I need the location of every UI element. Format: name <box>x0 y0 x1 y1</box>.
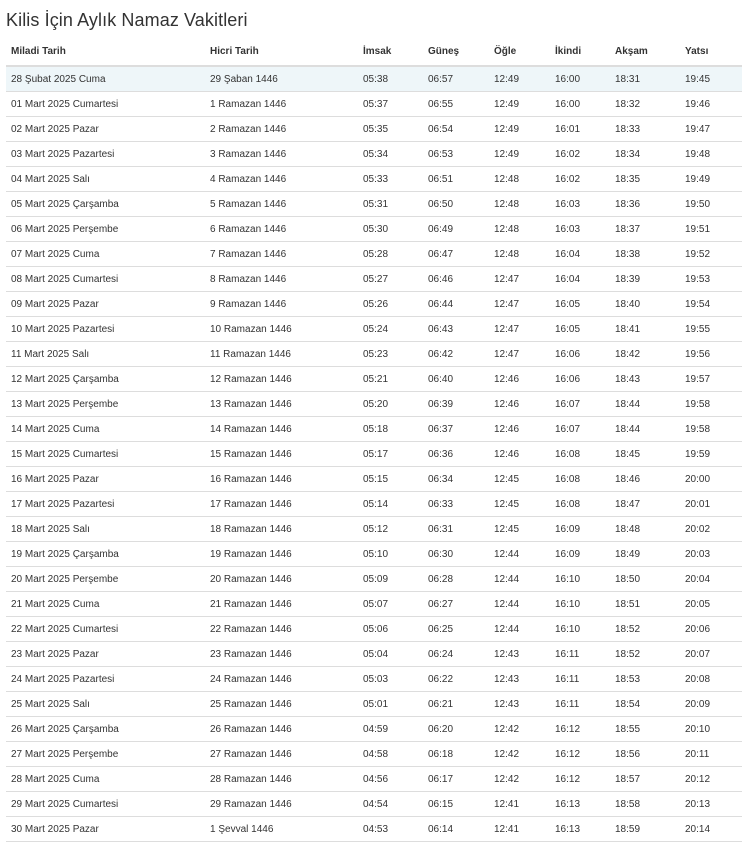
cell-yatsi: 19:53 <box>680 267 742 292</box>
cell-aksam: 18:56 <box>610 742 680 767</box>
cell-hicri-tarih: 7 Ramazan 1446 <box>205 242 358 267</box>
cell-yatsi: 20:02 <box>680 517 742 542</box>
cell-ogle: 12:49 <box>489 92 550 117</box>
cell-aksam: 18:52 <box>610 642 680 667</box>
cell-ikindi: 16:04 <box>550 267 610 292</box>
cell-yatsi: 20:06 <box>680 617 742 642</box>
cell-ogle: 12:48 <box>489 217 550 242</box>
cell-miladi-tarih: 12 Mart 2025 Çarşamba <box>6 367 205 392</box>
cell-ikindi: 16:08 <box>550 492 610 517</box>
cell-hicri-tarih: 27 Ramazan 1446 <box>205 742 358 767</box>
table-row <box>6 542 742 567</box>
cell-hicri-tarih: 16 Ramazan 1446 <box>205 467 358 492</box>
prayer-times-table <box>6 37 742 842</box>
cell-hicri-tarih: 17 Ramazan 1446 <box>205 492 358 517</box>
cell-ikindi: 16:12 <box>550 742 610 767</box>
table-row <box>6 767 742 792</box>
cell-yatsi: 19:51 <box>680 217 742 242</box>
table-row <box>6 242 742 267</box>
cell-hicri-tarih: 1 Ramazan 1446 <box>205 92 358 117</box>
cell-ogle: 12:48 <box>489 192 550 217</box>
cell-ikindi: 16:08 <box>550 442 610 467</box>
cell-yatsi: 19:48 <box>680 142 742 167</box>
cell-aksam: 18:38 <box>610 242 680 267</box>
cell-hicri-tarih: 22 Ramazan 1446 <box>205 617 358 642</box>
cell-imsak: 05:21 <box>358 367 423 392</box>
cell-gunes: 06:50 <box>423 192 489 217</box>
cell-yatsi: 19:57 <box>680 367 742 392</box>
cell-imsak: 05:03 <box>358 667 423 692</box>
cell-ikindi: 16:03 <box>550 192 610 217</box>
cell-aksam: 18:42 <box>610 342 680 367</box>
cell-gunes: 06:31 <box>423 517 489 542</box>
cell-gunes: 06:39 <box>423 392 489 417</box>
table-row <box>6 467 742 492</box>
cell-yatsi: 19:45 <box>680 66 742 92</box>
cell-hicri-tarih: 21 Ramazan 1446 <box>205 592 358 617</box>
cell-ikindi: 16:03 <box>550 217 610 242</box>
cell-hicri-tarih: 20 Ramazan 1446 <box>205 567 358 592</box>
cell-ogle: 12:48 <box>489 242 550 267</box>
cell-miladi-tarih: 09 Mart 2025 Pazar <box>6 292 205 317</box>
cell-imsak: 05:18 <box>358 417 423 442</box>
cell-ogle: 12:46 <box>489 367 550 392</box>
cell-miladi-tarih: 28 Şubat 2025 Cuma <box>6 66 205 92</box>
cell-hicri-tarih: 18 Ramazan 1446 <box>205 517 358 542</box>
cell-yatsi: 19:58 <box>680 417 742 442</box>
cell-gunes: 06:55 <box>423 92 489 117</box>
cell-ogle: 12:42 <box>489 742 550 767</box>
cell-yatsi: 20:04 <box>680 567 742 592</box>
cell-yatsi: 20:13 <box>680 792 742 817</box>
cell-gunes: 06:42 <box>423 342 489 367</box>
table-header-row <box>6 37 742 66</box>
table-row <box>6 792 742 817</box>
cell-ikindi: 16:05 <box>550 292 610 317</box>
cell-yatsi: 19:54 <box>680 292 742 317</box>
cell-imsak: 05:15 <box>358 467 423 492</box>
cell-gunes: 06:21 <box>423 692 489 717</box>
cell-gunes: 06:14 <box>423 817 489 842</box>
cell-yatsi: 20:01 <box>680 492 742 517</box>
table-row <box>6 66 742 92</box>
cell-gunes: 06:20 <box>423 717 489 742</box>
cell-ogle: 12:45 <box>489 492 550 517</box>
table-row <box>6 692 742 717</box>
cell-imsak: 05:24 <box>358 317 423 342</box>
cell-aksam: 18:59 <box>610 817 680 842</box>
cell-aksam: 18:35 <box>610 167 680 192</box>
table-row <box>6 567 742 592</box>
cell-imsak: 05:20 <box>358 392 423 417</box>
cell-hicri-tarih: 24 Ramazan 1446 <box>205 667 358 692</box>
cell-aksam: 18:51 <box>610 592 680 617</box>
cell-miladi-tarih: 10 Mart 2025 Pazartesi <box>6 317 205 342</box>
cell-hicri-tarih: 6 Ramazan 1446 <box>205 217 358 242</box>
cell-miladi-tarih: 11 Mart 2025 Salı <box>6 342 205 367</box>
table-row <box>6 317 742 342</box>
cell-ogle: 12:44 <box>489 592 550 617</box>
cell-imsak: 05:35 <box>358 117 423 142</box>
cell-aksam: 18:58 <box>610 792 680 817</box>
cell-aksam: 18:36 <box>610 192 680 217</box>
cell-hicri-tarih: 14 Ramazan 1446 <box>205 417 358 442</box>
table-row <box>6 667 742 692</box>
cell-aksam: 18:31 <box>610 66 680 92</box>
cell-ikindi: 16:11 <box>550 642 610 667</box>
cell-ogle: 12:41 <box>489 817 550 842</box>
cell-gunes: 06:51 <box>423 167 489 192</box>
cell-gunes: 06:22 <box>423 667 489 692</box>
cell-aksam: 18:46 <box>610 467 680 492</box>
cell-ogle: 12:44 <box>489 617 550 642</box>
cell-imsak: 05:17 <box>358 442 423 467</box>
cell-ogle: 12:42 <box>489 767 550 792</box>
cell-yatsi: 19:49 <box>680 167 742 192</box>
cell-imsak: 05:10 <box>358 542 423 567</box>
cell-ogle: 12:49 <box>489 66 550 92</box>
cell-hicri-tarih: 9 Ramazan 1446 <box>205 292 358 317</box>
cell-ikindi: 16:12 <box>550 767 610 792</box>
cell-ogle: 12:48 <box>489 167 550 192</box>
cell-ikindi: 16:02 <box>550 142 610 167</box>
cell-hicri-tarih: 13 Ramazan 1446 <box>205 392 358 417</box>
table-body <box>6 66 742 842</box>
cell-ikindi: 16:10 <box>550 592 610 617</box>
header-ikindi: İkindi <box>550 37 610 66</box>
cell-yatsi: 19:55 <box>680 317 742 342</box>
cell-miladi-tarih: 03 Mart 2025 Pazartesi <box>6 142 205 167</box>
cell-ogle: 12:47 <box>489 292 550 317</box>
cell-yatsi: 19:46 <box>680 92 742 117</box>
cell-hicri-tarih: 23 Ramazan 1446 <box>205 642 358 667</box>
cell-gunes: 06:17 <box>423 767 489 792</box>
cell-ogle: 12:43 <box>489 642 550 667</box>
cell-miladi-tarih: 04 Mart 2025 Salı <box>6 167 205 192</box>
cell-gunes: 06:27 <box>423 592 489 617</box>
cell-yatsi: 20:12 <box>680 767 742 792</box>
cell-imsak: 05:27 <box>358 267 423 292</box>
cell-yatsi: 20:07 <box>680 642 742 667</box>
cell-yatsi: 19:52 <box>680 242 742 267</box>
cell-ogle: 12:49 <box>489 142 550 167</box>
header-aksam: Akşam <box>610 37 680 66</box>
cell-miladi-tarih: 26 Mart 2025 Çarşamba <box>6 717 205 742</box>
cell-ogle: 12:46 <box>489 392 550 417</box>
cell-yatsi: 20:05 <box>680 592 742 617</box>
cell-ogle: 12:42 <box>489 717 550 742</box>
cell-aksam: 18:52 <box>610 617 680 642</box>
cell-gunes: 06:15 <box>423 792 489 817</box>
cell-imsak: 05:26 <box>358 292 423 317</box>
cell-aksam: 18:49 <box>610 542 680 567</box>
cell-ikindi: 16:11 <box>550 692 610 717</box>
cell-miladi-tarih: 15 Mart 2025 Cumartesi <box>6 442 205 467</box>
cell-imsak: 05:33 <box>358 167 423 192</box>
cell-imsak: 05:01 <box>358 692 423 717</box>
cell-ogle: 12:44 <box>489 542 550 567</box>
cell-miladi-tarih: 01 Mart 2025 Cumartesi <box>6 92 205 117</box>
cell-yatsi: 20:08 <box>680 667 742 692</box>
cell-ikindi: 16:13 <box>550 792 610 817</box>
table-row <box>6 742 742 767</box>
cell-ikindi: 16:13 <box>550 817 610 842</box>
cell-hicri-tarih: 15 Ramazan 1446 <box>205 442 358 467</box>
cell-miladi-tarih: 06 Mart 2025 Perşembe <box>6 217 205 242</box>
cell-gunes: 06:25 <box>423 617 489 642</box>
cell-aksam: 18:53 <box>610 667 680 692</box>
cell-ikindi: 16:08 <box>550 467 610 492</box>
table-row <box>6 642 742 667</box>
cell-hicri-tarih: 2 Ramazan 1446 <box>205 117 358 142</box>
table-row <box>6 142 742 167</box>
cell-ikindi: 16:06 <box>550 342 610 367</box>
cell-ikindi: 16:09 <box>550 517 610 542</box>
cell-aksam: 18:44 <box>610 392 680 417</box>
cell-yatsi: 19:50 <box>680 192 742 217</box>
cell-miladi-tarih: 22 Mart 2025 Cumartesi <box>6 617 205 642</box>
cell-aksam: 18:48 <box>610 517 680 542</box>
cell-gunes: 06:37 <box>423 417 489 442</box>
cell-yatsi: 19:58 <box>680 392 742 417</box>
cell-hicri-tarih: 29 Şaban 1446 <box>205 66 358 92</box>
header-hicri-tarih: Hicri Tarih <box>205 37 358 66</box>
cell-imsak: 05:34 <box>358 142 423 167</box>
cell-hicri-tarih: 1 Şevval 1446 <box>205 817 358 842</box>
cell-aksam: 18:54 <box>610 692 680 717</box>
cell-imsak: 05:28 <box>358 242 423 267</box>
cell-gunes: 06:36 <box>423 442 489 467</box>
cell-yatsi: 20:00 <box>680 467 742 492</box>
cell-ikindi: 16:05 <box>550 317 610 342</box>
cell-imsak: 05:38 <box>358 66 423 92</box>
table-row <box>6 392 742 417</box>
cell-aksam: 18:45 <box>610 442 680 467</box>
cell-aksam: 18:37 <box>610 217 680 242</box>
cell-ogle: 12:46 <box>489 442 550 467</box>
cell-imsak: 05:23 <box>358 342 423 367</box>
cell-miladi-tarih: 23 Mart 2025 Pazar <box>6 642 205 667</box>
cell-aksam: 18:34 <box>610 142 680 167</box>
cell-ikindi: 16:06 <box>550 367 610 392</box>
cell-miladi-tarih: 29 Mart 2025 Cumartesi <box>6 792 205 817</box>
cell-aksam: 18:44 <box>610 417 680 442</box>
cell-aksam: 18:40 <box>610 292 680 317</box>
header-gunes: Güneş <box>423 37 489 66</box>
cell-miladi-tarih: 27 Mart 2025 Perşembe <box>6 742 205 767</box>
cell-ogle: 12:45 <box>489 467 550 492</box>
cell-yatsi: 20:09 <box>680 692 742 717</box>
table-row <box>6 367 742 392</box>
cell-gunes: 06:44 <box>423 292 489 317</box>
cell-gunes: 06:30 <box>423 542 489 567</box>
cell-hicri-tarih: 28 Ramazan 1446 <box>205 767 358 792</box>
table-row <box>6 292 742 317</box>
cell-imsak: 05:04 <box>358 642 423 667</box>
table-row <box>6 342 742 367</box>
cell-imsak: 05:09 <box>358 567 423 592</box>
cell-yatsi: 20:11 <box>680 742 742 767</box>
cell-imsak: 05:31 <box>358 192 423 217</box>
cell-hicri-tarih: 10 Ramazan 1446 <box>205 317 358 342</box>
table-row <box>6 492 742 517</box>
cell-yatsi: 20:14 <box>680 817 742 842</box>
cell-aksam: 18:32 <box>610 92 680 117</box>
cell-ogle: 12:41 <box>489 792 550 817</box>
cell-imsak: 05:12 <box>358 517 423 542</box>
header-imsak: İmsak <box>358 37 423 66</box>
cell-ogle: 12:47 <box>489 317 550 342</box>
cell-miladi-tarih: 25 Mart 2025 Salı <box>6 692 205 717</box>
cell-miladi-tarih: 14 Mart 2025 Cuma <box>6 417 205 442</box>
cell-miladi-tarih: 21 Mart 2025 Cuma <box>6 592 205 617</box>
cell-gunes: 06:49 <box>423 217 489 242</box>
cell-imsak: 04:56 <box>358 767 423 792</box>
cell-hicri-tarih: 19 Ramazan 1446 <box>205 542 358 567</box>
cell-miladi-tarih: 17 Mart 2025 Pazartesi <box>6 492 205 517</box>
cell-imsak: 05:30 <box>358 217 423 242</box>
cell-miladi-tarih: 18 Mart 2025 Salı <box>6 517 205 542</box>
cell-ikindi: 16:07 <box>550 392 610 417</box>
cell-ogle: 12:49 <box>489 117 550 142</box>
cell-imsak: 04:53 <box>358 817 423 842</box>
cell-gunes: 06:28 <box>423 567 489 592</box>
cell-imsak: 05:14 <box>358 492 423 517</box>
cell-yatsi: 19:47 <box>680 117 742 142</box>
cell-miladi-tarih: 30 Mart 2025 Pazar <box>6 817 205 842</box>
cell-aksam: 18:50 <box>610 567 680 592</box>
cell-hicri-tarih: 26 Ramazan 1446 <box>205 717 358 742</box>
cell-ikindi: 16:10 <box>550 617 610 642</box>
cell-ogle: 12:44 <box>489 567 550 592</box>
cell-aksam: 18:43 <box>610 367 680 392</box>
cell-ogle: 12:43 <box>489 667 550 692</box>
cell-ikindi: 16:12 <box>550 717 610 742</box>
cell-aksam: 18:39 <box>610 267 680 292</box>
table-row <box>6 167 742 192</box>
cell-imsak: 05:37 <box>358 92 423 117</box>
table-row <box>6 92 742 117</box>
cell-gunes: 06:34 <box>423 467 489 492</box>
cell-ogle: 12:45 <box>489 517 550 542</box>
page-title: Kilis İçin Aylık Namaz Vakitleri <box>6 10 248 30</box>
cell-gunes: 06:40 <box>423 367 489 392</box>
cell-imsak: 05:06 <box>358 617 423 642</box>
cell-aksam: 18:33 <box>610 117 680 142</box>
table-row <box>6 192 742 217</box>
cell-ogle: 12:43 <box>489 692 550 717</box>
cell-ogle: 12:46 <box>489 417 550 442</box>
cell-gunes: 06:18 <box>423 742 489 767</box>
cell-ogle: 12:47 <box>489 267 550 292</box>
table-row <box>6 442 742 467</box>
header-ogle: Öğle <box>489 37 550 66</box>
cell-gunes: 06:43 <box>423 317 489 342</box>
table-row <box>6 117 742 142</box>
cell-imsak: 04:54 <box>358 792 423 817</box>
cell-miladi-tarih: 05 Mart 2025 Çarşamba <box>6 192 205 217</box>
header-yatsi: Yatsı <box>680 37 742 66</box>
cell-ikindi: 16:11 <box>550 667 610 692</box>
cell-yatsi: 19:56 <box>680 342 742 367</box>
table-row <box>6 517 742 542</box>
cell-ikindi: 16:10 <box>550 567 610 592</box>
cell-ikindi: 16:00 <box>550 92 610 117</box>
cell-hicri-tarih: 3 Ramazan 1446 <box>205 142 358 167</box>
cell-ikindi: 16:09 <box>550 542 610 567</box>
cell-gunes: 06:46 <box>423 267 489 292</box>
cell-yatsi: 19:59 <box>680 442 742 467</box>
cell-aksam: 18:57 <box>610 767 680 792</box>
cell-miladi-tarih: 07 Mart 2025 Cuma <box>6 242 205 267</box>
cell-hicri-tarih: 25 Ramazan 1446 <box>205 692 358 717</box>
cell-yatsi: 20:03 <box>680 542 742 567</box>
table-row <box>6 417 742 442</box>
cell-hicri-tarih: 11 Ramazan 1446 <box>205 342 358 367</box>
cell-aksam: 18:41 <box>610 317 680 342</box>
cell-gunes: 06:54 <box>423 117 489 142</box>
cell-imsak: 05:07 <box>358 592 423 617</box>
cell-miladi-tarih: 02 Mart 2025 Pazar <box>6 117 205 142</box>
cell-miladi-tarih: 08 Mart 2025 Cumartesi <box>6 267 205 292</box>
cell-hicri-tarih: 4 Ramazan 1446 <box>205 167 358 192</box>
cell-ikindi: 16:01 <box>550 117 610 142</box>
cell-miladi-tarih: 28 Mart 2025 Cuma <box>6 767 205 792</box>
table-row <box>6 267 742 292</box>
cell-ikindi: 16:00 <box>550 66 610 92</box>
cell-ikindi: 16:02 <box>550 167 610 192</box>
header-miladi-tarih: Miladi Tarih <box>6 37 205 66</box>
table-row <box>6 817 742 842</box>
cell-gunes: 06:53 <box>423 142 489 167</box>
cell-yatsi: 20:10 <box>680 717 742 742</box>
cell-miladi-tarih: 24 Mart 2025 Pazartesi <box>6 667 205 692</box>
cell-gunes: 06:24 <box>423 642 489 667</box>
table-row <box>6 717 742 742</box>
table-row <box>6 592 742 617</box>
cell-hicri-tarih: 12 Ramazan 1446 <box>205 367 358 392</box>
cell-aksam: 18:55 <box>610 717 680 742</box>
cell-imsak: 04:58 <box>358 742 423 767</box>
table-row <box>6 617 742 642</box>
cell-miladi-tarih: 13 Mart 2025 Perşembe <box>6 392 205 417</box>
cell-aksam: 18:47 <box>610 492 680 517</box>
cell-gunes: 06:47 <box>423 242 489 267</box>
cell-ikindi: 16:04 <box>550 242 610 267</box>
cell-hicri-tarih: 29 Ramazan 1446 <box>205 792 358 817</box>
cell-miladi-tarih: 19 Mart 2025 Çarşamba <box>6 542 205 567</box>
cell-ikindi: 16:07 <box>550 417 610 442</box>
cell-hicri-tarih: 5 Ramazan 1446 <box>205 192 358 217</box>
cell-ogle: 12:47 <box>489 342 550 367</box>
cell-gunes: 06:33 <box>423 492 489 517</box>
cell-imsak: 04:59 <box>358 717 423 742</box>
cell-miladi-tarih: 16 Mart 2025 Pazar <box>6 467 205 492</box>
cell-gunes: 06:57 <box>423 66 489 92</box>
table-row <box>6 217 742 242</box>
cell-miladi-tarih: 20 Mart 2025 Perşembe <box>6 567 205 592</box>
cell-hicri-tarih: 8 Ramazan 1446 <box>205 267 358 292</box>
